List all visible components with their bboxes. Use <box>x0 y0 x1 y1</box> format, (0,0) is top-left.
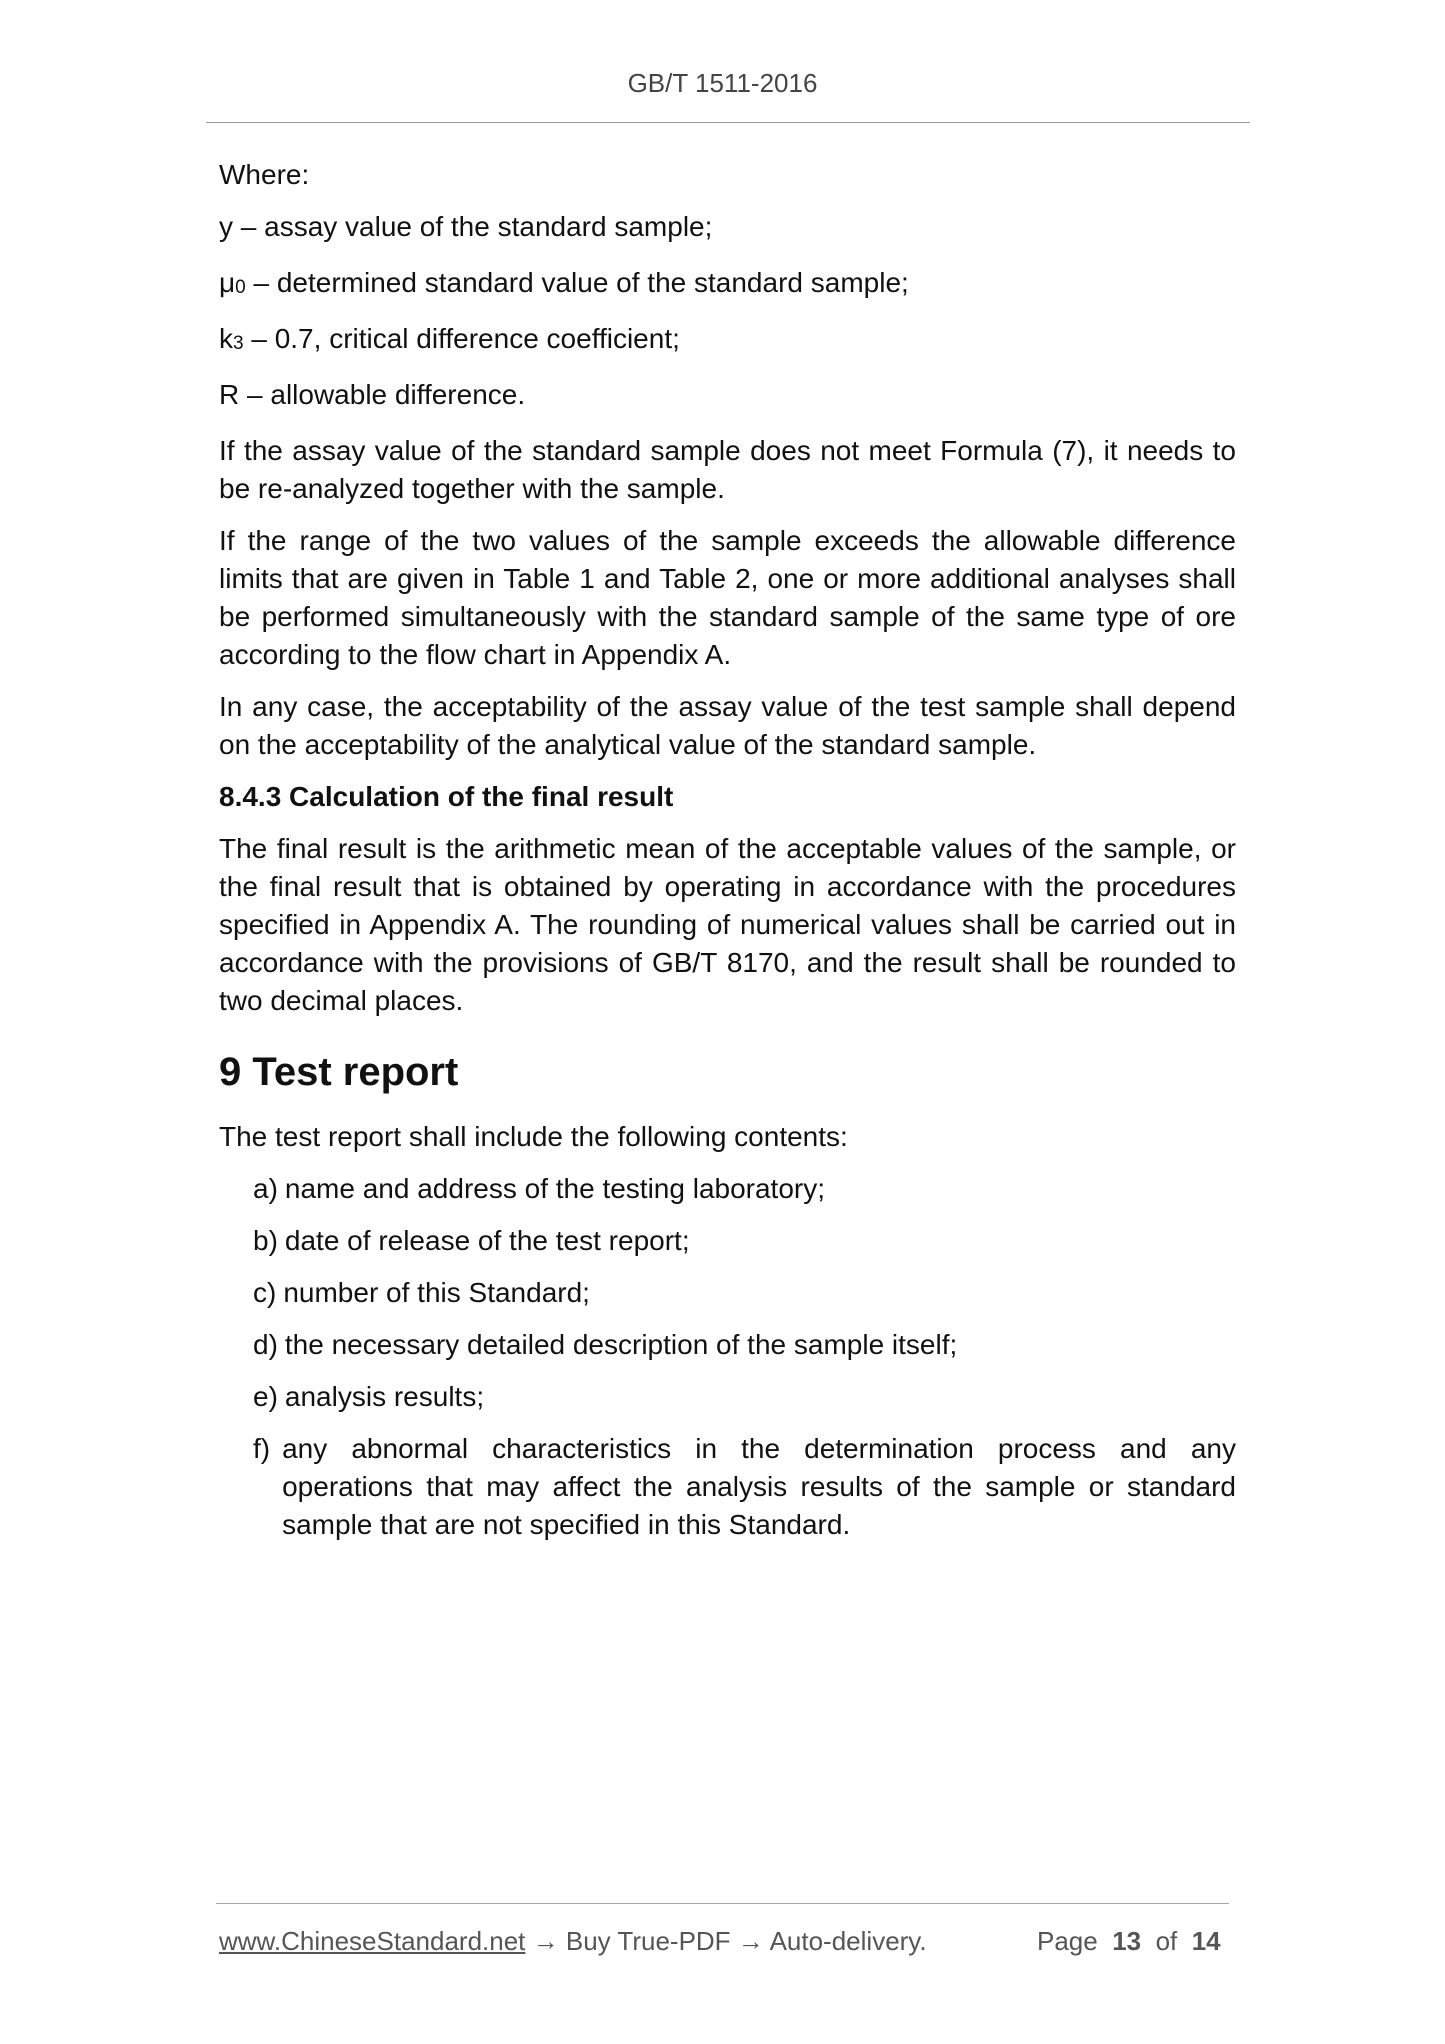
page-indicator <box>1037 1924 1221 1958</box>
list-marker: f) <box>253 1433 271 1464</box>
list-text: analysis results; <box>284 1381 485 1412</box>
list-item <box>219 1430 1236 1544</box>
definition-mu0: μ0 – determined standard value of the standard sample; <box>219 267 909 298</box>
section-9-intro: The test report shall include the following contents: <box>219 1121 848 1152</box>
definition-r: R – allowable difference. <box>219 379 526 410</box>
page-header <box>0 68 1445 99</box>
list-marker: e) <box>253 1381 278 1412</box>
definition-k3: k3 – 0.7, critical difference coefficient; <box>219 323 680 354</box>
current-page-number: 13 <box>1112 1926 1142 1956</box>
paragraph-range-exceeds: If the range of the two values of the sample exceeds the allowable difference limits that are given in Table 1 and Table 2, one or more additional analyses shall be performed simultaneously with the standard sample of the same type of ore according to the flow chart in Appendix A. <box>219 525 1236 670</box>
list-text: number of this Standard; <box>283 1277 590 1308</box>
list-text: any abnormal characteristics in the determination process and any operations that may affect the analysis results of the sample or standard sample that are not specified in this Standard. <box>282 1433 1236 1540</box>
list-marker: d) <box>253 1329 278 1360</box>
section-9-title: 9 Test report <box>219 1050 459 1094</box>
list-marker: b) <box>253 1225 278 1256</box>
list-marker: c) <box>253 1277 277 1308</box>
section-8-4-3-title: 8.4.3 Calculation of the final result <box>219 781 674 812</box>
where-intro: Where: <box>219 159 310 190</box>
paragraph-formula-check: If the assay value of the standard sample does not meet Formula (7), it needs to be re-analyzed together with the sample. <box>219 435 1236 504</box>
website-link[interactable]: www.ChineseStandard.net <box>219 1926 526 1956</box>
list-text: date of release of the test report; <box>284 1225 690 1256</box>
page-word: Page <box>1037 1926 1098 1956</box>
list-item <box>219 1378 1236 1416</box>
footer-tagline: → Buy True-PDF → Auto-delivery. <box>525 1926 927 1956</box>
header-divider <box>206 122 1250 123</box>
section-8-4-3-body: The final result is the arithmetic mean of the acceptable values of the sample, or the final result that is obtained by operating in accordance with the procedures specified in Appendix A. The rounding of numerical values shall be carried out in accordance with the provisions of GB/T 8170, and the result shall be rounded to two decimal places. <box>219 833 1236 1016</box>
list-text: name and address of the testing laboratory; <box>284 1173 826 1204</box>
document-number: GB/T 1511-2016 <box>627 68 818 98</box>
footer-divider <box>216 1903 1229 1904</box>
list-text: the necessary detailed description of the sample itself; <box>284 1329 958 1360</box>
list-item <box>219 1222 1236 1260</box>
total-page-number: 14 <box>1191 1926 1221 1956</box>
definition-y: y – assay value of the standard sample; <box>219 211 713 242</box>
list-item <box>219 1326 1236 1364</box>
list-item <box>219 1170 1236 1208</box>
document-body <box>219 156 1236 1544</box>
list-item <box>219 1274 1236 1312</box>
footer-promo <box>219 1924 927 1958</box>
of-word: of <box>1155 1926 1178 1956</box>
list-marker: a) <box>253 1173 278 1204</box>
paragraph-acceptability: In any case, the acceptability of the assay value of the test sample shall depend on the acceptability of the analytical value of the standard sample. <box>219 691 1236 760</box>
